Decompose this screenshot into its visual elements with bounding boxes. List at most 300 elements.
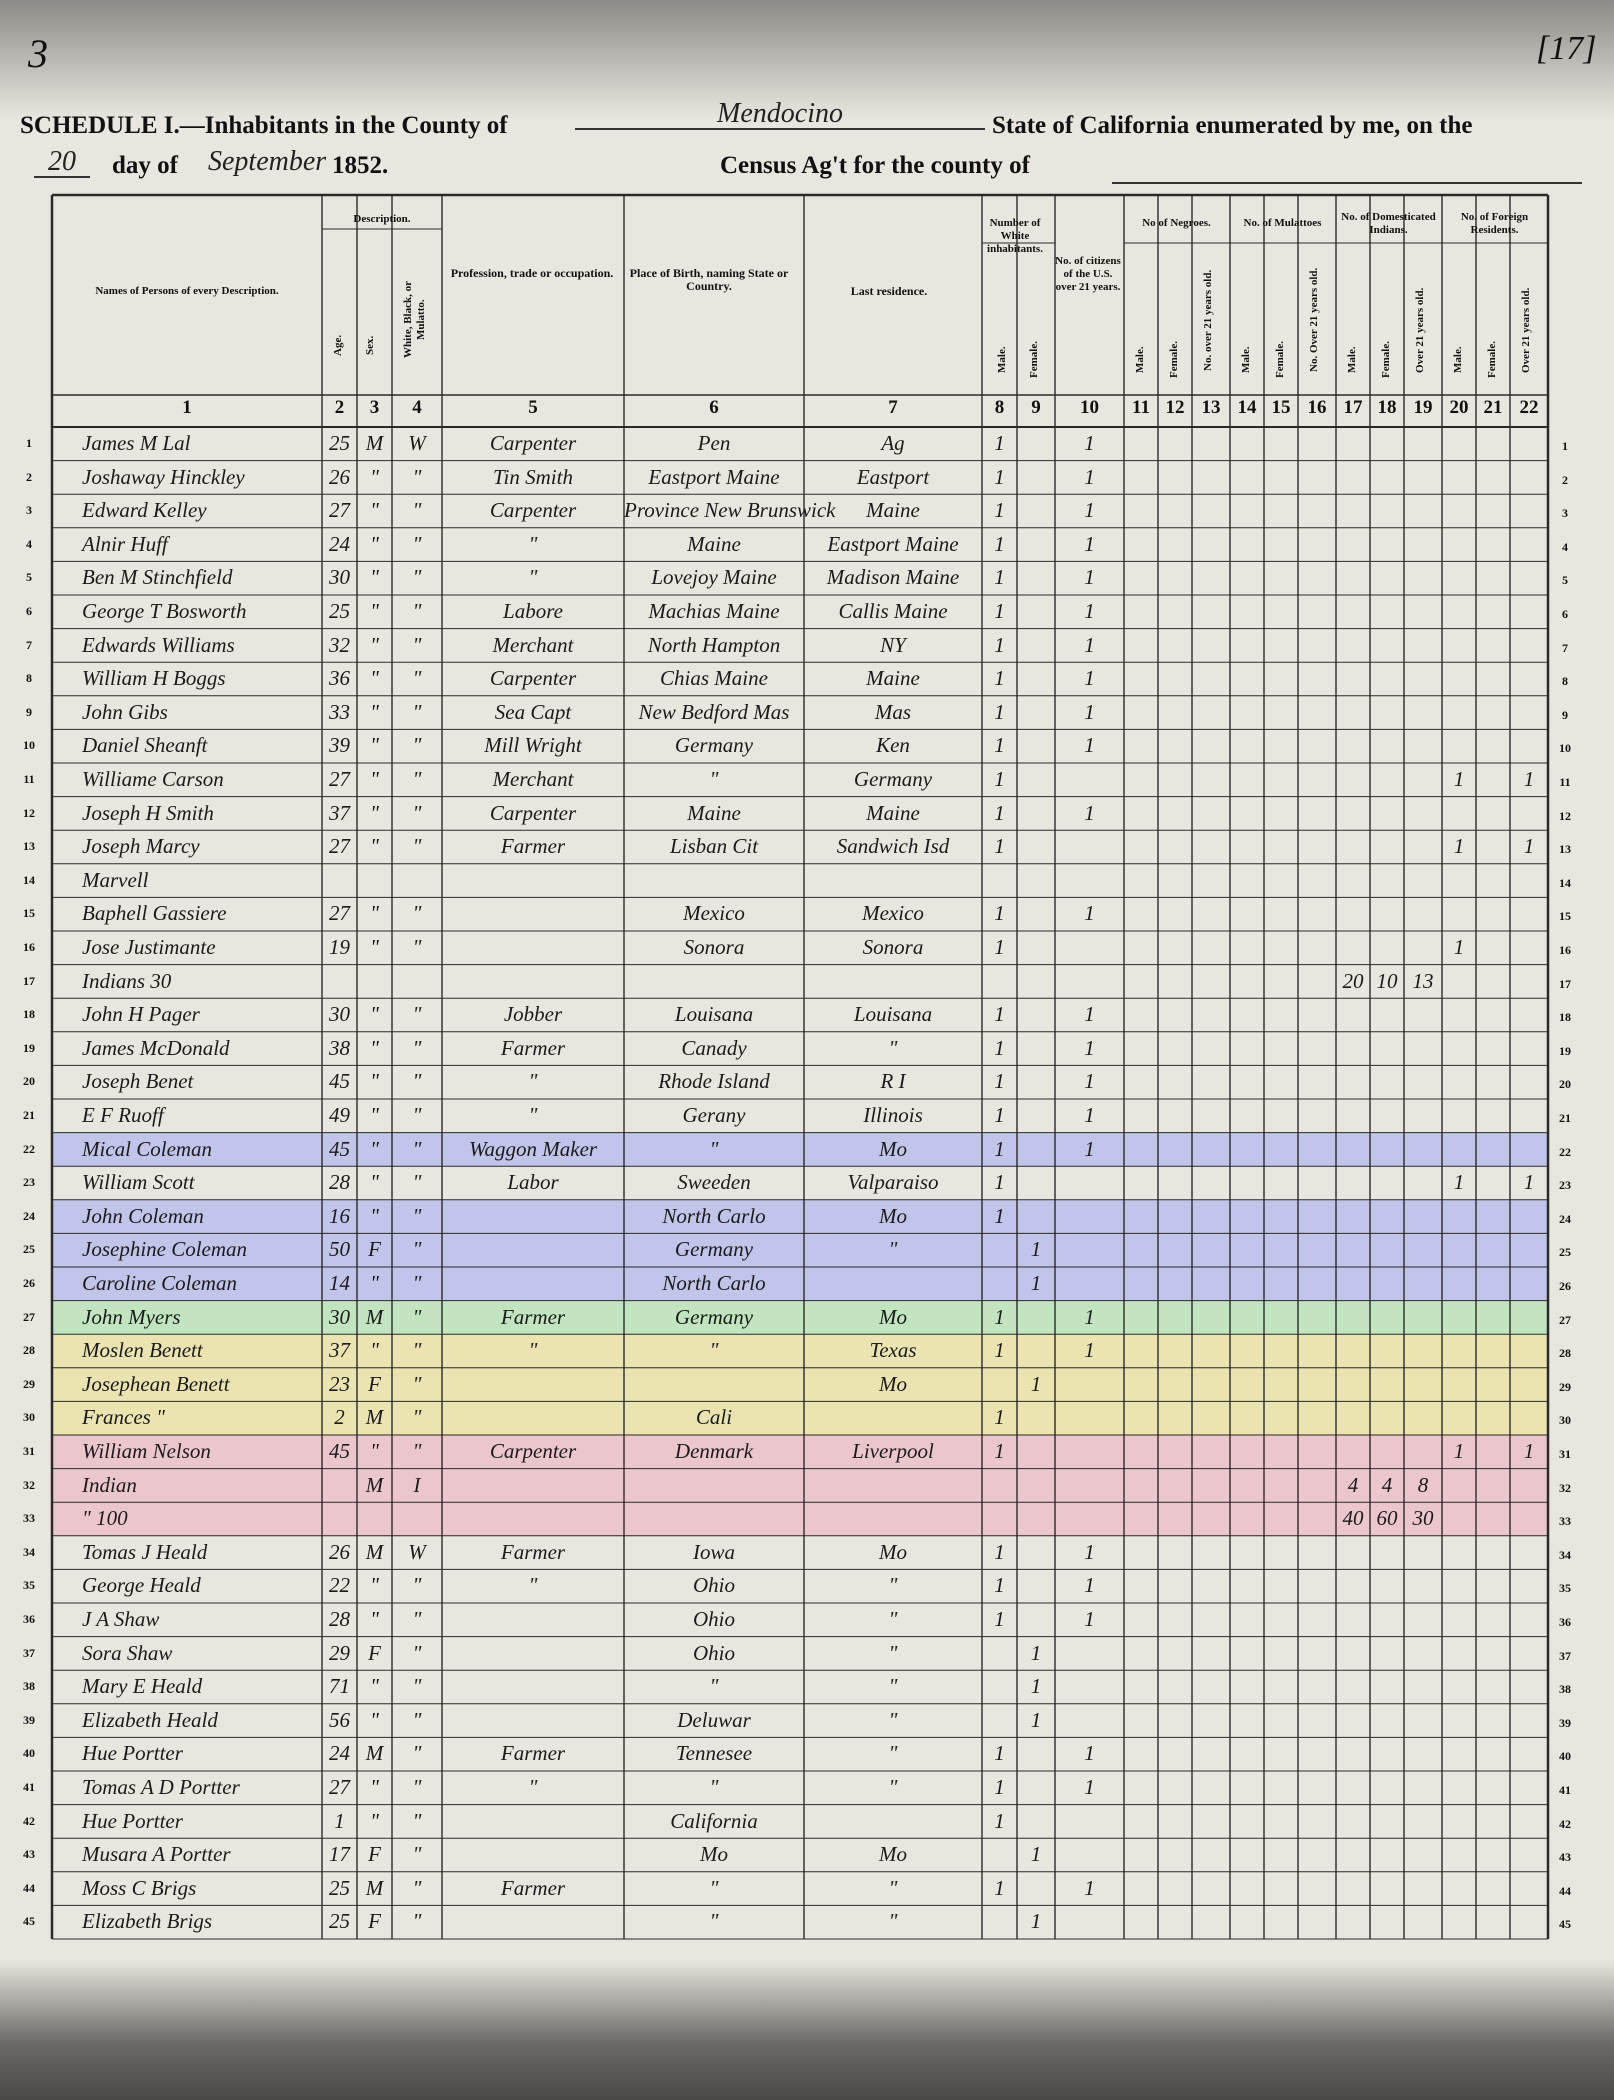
cell-person-name: Edward Kelley — [82, 498, 207, 523]
cell-birthplace: Sweeden — [677, 1170, 751, 1195]
cell-sex: " — [370, 1035, 379, 1060]
cell-person-name: Tomas A D Portter — [82, 1775, 240, 1799]
cell-sex: " — [370, 1808, 379, 1833]
cell-occupation: Merchant — [492, 632, 574, 657]
cell-last-residence: Valparaiso — [847, 1170, 939, 1195]
cell-white-male-count: 1 — [994, 901, 1005, 926]
cell-occupation: Farmer — [500, 1035, 566, 1060]
col-head-female-negro: Female. — [1168, 341, 1180, 379]
cell-last-residence: " — [888, 1707, 898, 1732]
cell-sex: F — [368, 1371, 381, 1396]
cell-white-male-count: 1 — [994, 1338, 1005, 1363]
cell-birthplace: Germany — [674, 1237, 754, 1262]
cell-sex: " — [370, 464, 379, 489]
cell-birthplace: " — [709, 1775, 719, 1799]
cell-sex: M — [365, 431, 384, 455]
cell-citizen-count: 1 — [1084, 733, 1095, 758]
row-number-right: 29 — [1559, 1379, 1571, 1394]
cell-last-residence: " — [888, 1237, 898, 1262]
row-number-left: 39 — [23, 1712, 35, 1727]
cell-last-residence: Ag — [881, 431, 905, 455]
column-number: 8 — [994, 397, 1005, 418]
col-head-male-foreign: Male. — [1452, 346, 1464, 374]
schedule-header-line-1 — [20, 98, 1590, 148]
row-number-left: 37 — [23, 1645, 35, 1660]
cell-person-name: Tomas J Heald — [82, 1539, 208, 1564]
cell-person-name: Marvell — [82, 867, 149, 892]
cell-person-name: John Coleman — [82, 1203, 204, 1228]
cell-citizen-count: 1 — [1084, 1136, 1095, 1161]
cell-white-male-count: 1 — [994, 1035, 1005, 1060]
cell-occupation: " — [528, 1069, 538, 1094]
cell-birthplace: California — [670, 1808, 758, 1833]
county-name: Mendocino — [575, 98, 985, 130]
cell-white-male-count: 1 — [994, 834, 1005, 859]
cell-age: 2 — [334, 1405, 345, 1430]
cell-birthplace: Lisban Cit — [669, 834, 759, 859]
cell-white-male-count: 1 — [994, 1808, 1005, 1833]
cell-person-name: Sora Shaw — [82, 1640, 173, 1665]
row-number-left: 15 — [23, 906, 35, 921]
cell-color: W — [408, 1539, 426, 1564]
cell-white-female-count: 1 — [1030, 1371, 1042, 1396]
cell-age: 24 — [329, 1741, 350, 1766]
cell-last-residence: Liverpool — [852, 1439, 934, 1463]
cell-color: " — [412, 1103, 422, 1127]
cell-occupation: " — [528, 1775, 538, 1799]
cell-age: 36 — [329, 666, 350, 691]
cell-color: " — [412, 767, 422, 791]
cell-occupation: " — [528, 1573, 538, 1598]
row-number-left: 5 — [26, 570, 32, 585]
row-number-right: 18 — [1559, 1010, 1571, 1025]
cell-foreign-over21-count: 1 — [1523, 1439, 1535, 1463]
cell-sex: " — [370, 666, 379, 691]
cell-color: " — [412, 1338, 422, 1363]
cell-white-male-count: 1 — [994, 767, 1005, 791]
cell-color: " — [412, 834, 422, 859]
cell-sex: " — [370, 1674, 379, 1699]
cell-color: W — [408, 431, 426, 455]
cell-person-name: J A Shaw — [82, 1607, 160, 1631]
row-number-right: 10 — [1559, 741, 1571, 756]
cell-occupation: Farmer — [500, 1875, 566, 1900]
row-number-right: 7 — [1562, 640, 1568, 655]
cell-birthplace: Chias Maine — [660, 666, 768, 691]
row-number-left: 7 — [26, 637, 32, 652]
cell-age: 25 — [329, 1909, 350, 1934]
cell-foreign-over21-count: 1 — [1523, 834, 1535, 859]
cell-person-name: Elizabeth Heald — [82, 1707, 218, 1732]
row-number-right: 38 — [1559, 1682, 1571, 1697]
column-number: 6 — [709, 397, 719, 418]
cell-white-male-count: 1 — [994, 1002, 1005, 1027]
cell-color: " — [412, 1170, 422, 1195]
cell-occupation: Merchant — [492, 767, 574, 791]
cell-sex: " — [370, 1271, 379, 1295]
row-number-right: 26 — [1559, 1279, 1571, 1293]
row-number-left: 8 — [26, 671, 32, 686]
cell-age: 30 — [329, 1304, 350, 1329]
cell-age: 71 — [329, 1674, 350, 1699]
cell-age: 17 — [329, 1842, 350, 1867]
cell-foreign-male-count: 1 — [1453, 1170, 1465, 1195]
cell-birthplace: Germany — [674, 733, 754, 758]
cell-sex: " — [370, 800, 379, 825]
census-agent-blank — [1112, 152, 1582, 184]
cell-person-name: Alnir Huff — [82, 531, 168, 556]
column-number: 12 — [1165, 397, 1185, 418]
column-number: 4 — [412, 397, 422, 418]
cell-age: 37 — [329, 800, 350, 825]
cell-sex: " — [370, 531, 379, 556]
cell-person-name: Musara A Portter — [82, 1842, 231, 1867]
cell-color: " — [412, 1775, 422, 1799]
cell-person-name: Hue Portter — [82, 1741, 183, 1766]
cell-birthplace: Mexico — [683, 901, 745, 926]
col-head-age: Age. — [332, 334, 344, 356]
cell-last-residence: Maine — [866, 498, 920, 523]
cell-age: 50 — [329, 1237, 350, 1262]
column-number: 13 — [1201, 397, 1221, 418]
row-number-left: 11 — [23, 772, 35, 786]
cell-person-name: Moslen Benett — [82, 1338, 203, 1363]
cell-occupation: Carpenter — [489, 498, 577, 523]
row-number-left: 9 — [26, 704, 32, 719]
cell-white-male-count: 1 — [994, 666, 1005, 691]
cell-indian-female-count: 60 — [1376, 1506, 1398, 1531]
row-number-left: 19 — [23, 1040, 35, 1055]
cell-foreign-male-count: 1 — [1453, 935, 1465, 959]
row-number-right: 16 — [1559, 943, 1571, 957]
cell-citizen-count: 1 — [1084, 901, 1095, 926]
cell-occupation: Carpenter — [489, 1439, 577, 1463]
row-number-left: 4 — [26, 536, 32, 551]
cell-indian-male-count: 40 — [1342, 1506, 1364, 1531]
col-head-female-indian: Female. — [1380, 341, 1392, 379]
cell-last-residence: Germany — [853, 767, 933, 791]
cell-citizen-count: 1 — [1084, 1002, 1095, 1027]
cell-occupation: " — [528, 1338, 538, 1363]
row-number-left: 18 — [23, 1007, 35, 1022]
cell-color: I — [413, 1472, 421, 1497]
cell-sex: M — [365, 1472, 384, 1497]
cell-sex: " — [370, 1203, 379, 1228]
cell-white-male-count: 1 — [994, 1741, 1005, 1766]
cell-birthplace: Canady — [681, 1035, 747, 1060]
cell-person-name: William H Boggs — [82, 666, 226, 691]
cell-citizen-count: 1 — [1084, 531, 1095, 556]
cell-white-male-count: 1 — [994, 733, 1005, 758]
cell-occupation: Labor — [507, 1170, 559, 1195]
cell-sex: " — [370, 1136, 379, 1161]
cell-color: " — [412, 1842, 422, 1867]
cell-last-residence: " — [888, 1640, 898, 1665]
cell-last-residence: Mas — [874, 699, 912, 724]
row-number-left: 43 — [23, 1847, 35, 1862]
cell-white-male-count: 1 — [994, 1170, 1005, 1195]
row-number-left: 2 — [26, 469, 32, 484]
cell-sex: " — [370, 935, 379, 959]
col-head-white-inhabitants: Number of White inhabitants. — [987, 217, 1043, 255]
cell-person-name: Joseph H Smith — [82, 800, 214, 825]
cell-color: " — [412, 1707, 422, 1732]
cell-indian-over21-count: 13 — [1412, 968, 1434, 993]
cell-citizen-count: 1 — [1084, 1103, 1095, 1127]
col-head-male-negro: Male. — [1134, 346, 1146, 374]
cell-person-name: Caroline Coleman — [82, 1271, 237, 1295]
row-number-left: 25 — [23, 1242, 35, 1257]
row-number-right: 9 — [1562, 707, 1568, 722]
cell-color: " — [412, 531, 422, 556]
column-number: 11 — [1132, 397, 1150, 418]
cell-white-male-count: 1 — [994, 565, 1005, 590]
row-number-left: 27 — [23, 1309, 35, 1324]
row-number-right: 22 — [1559, 1144, 1571, 1159]
cell-person-name: John Gibs — [82, 699, 168, 724]
census-table — [23, 195, 1571, 1970]
cell-occupation: Jobber — [503, 1002, 563, 1027]
cell-age: 24 — [329, 531, 350, 556]
col-head-profession: Profession, trade or occupation. — [450, 266, 614, 280]
row-number-left: 12 — [23, 805, 35, 820]
cell-occupation: Sea Capt — [494, 699, 572, 724]
row-number-left: 1 — [26, 436, 32, 450]
row-number-right: 2 — [1562, 472, 1568, 487]
col-head-birthplace: Place of Birth, naming State or Country. — [629, 266, 789, 293]
col-head-male-white: Male. — [996, 346, 1008, 374]
cell-person-name: Jose Justimante — [82, 935, 216, 959]
col-head-female-mulatto: Female. — [1274, 341, 1286, 379]
cell-age: 56 — [329, 1707, 350, 1732]
cell-white-female-count: 1 — [1030, 1271, 1042, 1295]
cell-birthplace: " — [709, 1909, 719, 1934]
column-number: 1 — [182, 397, 192, 418]
row-number-left: 40 — [23, 1746, 35, 1761]
page-corner-number: 3 — [28, 31, 48, 76]
cell-person-name: George Heald — [82, 1573, 201, 1598]
cell-color: " — [412, 1203, 422, 1228]
cell-color: " — [412, 1875, 422, 1900]
cell-citizen-count: 1 — [1084, 1035, 1095, 1060]
cell-age: 1 — [334, 1808, 345, 1833]
column-number: 16 — [1307, 397, 1327, 418]
cell-color: " — [412, 699, 422, 724]
cell-occupation: " — [528, 1103, 538, 1127]
cell-color: " — [412, 800, 422, 825]
cell-last-residence: Mo — [879, 1136, 907, 1161]
row-number-right: 3 — [1562, 506, 1568, 521]
cell-foreign-male-count: 1 — [1453, 767, 1465, 791]
cell-white-male-count: 1 — [994, 531, 1005, 556]
cell-color: " — [412, 1405, 422, 1430]
cell-last-residence: Mo — [879, 1539, 907, 1564]
col-head-over21-mulatto: No. Over 21 years old. — [1308, 267, 1320, 373]
cell-color: " — [412, 1069, 422, 1094]
cell-occupation: " — [528, 565, 538, 590]
cell-age: 45 — [329, 1136, 350, 1161]
row-number-left: 14 — [23, 872, 35, 887]
cell-indian-male-count: 4 — [1347, 1472, 1359, 1497]
row-number-right: 1 — [1562, 439, 1568, 453]
cell-person-name: Hue Portter — [82, 1808, 183, 1833]
row-number-left: 45 — [23, 1914, 35, 1929]
column-number: 10 — [1080, 397, 1099, 418]
cell-last-residence: " — [888, 1607, 898, 1631]
cell-sex: " — [370, 733, 379, 758]
cell-sex: " — [370, 1069, 379, 1094]
col-head-negroes: No of Negroes. — [1142, 217, 1211, 229]
cell-person-name: Josephean Benett — [82, 1371, 230, 1396]
cell-white-male-count: 1 — [994, 1103, 1005, 1127]
column-number: 19 — [1413, 397, 1433, 418]
cell-last-residence: Eastport — [856, 464, 930, 489]
row-number-right: 13 — [1559, 842, 1571, 857]
cell-citizen-count: 1 — [1084, 1069, 1095, 1094]
cell-last-residence: NY — [880, 632, 906, 657]
cell-citizen-count: 1 — [1084, 1741, 1095, 1766]
row-number-right: 30 — [1559, 1413, 1571, 1428]
schedule-title: SCHEDULE I.—Inhabitants in the County of — [20, 112, 508, 139]
cell-last-residence: " — [888, 1035, 898, 1060]
row-number-right: 33 — [1559, 1514, 1571, 1529]
cell-indian-female-count: 4 — [1381, 1472, 1393, 1497]
cell-age: 27 — [329, 834, 350, 859]
cell-sex: " — [370, 767, 379, 791]
cell-color: " — [412, 666, 422, 691]
cell-birthplace: Cali — [695, 1405, 733, 1430]
row-number-left: 36 — [23, 1612, 35, 1626]
cell-person-name: Josephine Coleman — [82, 1237, 248, 1262]
cell-age: 14 — [329, 1271, 350, 1295]
cell-birthplace: Mo — [700, 1842, 728, 1867]
row-number-left: 20 — [23, 1074, 35, 1089]
cell-last-residence: Sandwich Isd — [836, 834, 950, 859]
cell-foreign-male-count: 1 — [1453, 834, 1465, 859]
row-number-right: 23 — [1559, 1178, 1571, 1193]
cell-age: 28 — [329, 1607, 350, 1631]
cell-age: 30 — [329, 1002, 350, 1027]
cell-birthplace: Gerany — [682, 1103, 746, 1127]
cell-birthplace: Maine — [687, 800, 741, 825]
cell-age: 25 — [329, 1875, 350, 1900]
cell-white-female-count: 1 — [1030, 1237, 1042, 1262]
cell-color: " — [412, 1607, 422, 1631]
cell-person-name: James M Lal — [82, 431, 191, 455]
row-number-right: 42 — [1559, 1816, 1571, 1831]
cell-birthplace: Sonora — [683, 935, 745, 959]
row-number-left: 29 — [23, 1376, 35, 1391]
cell-color: " — [412, 1304, 422, 1329]
cell-sex: M — [365, 1405, 384, 1430]
cell-sex: M — [365, 1741, 384, 1766]
cell-occupation: Carpenter — [489, 431, 577, 455]
cell-person-name: John H Pager — [82, 1002, 200, 1027]
cell-birthplace: Eastport Maine — [648, 464, 780, 489]
cell-color: " — [412, 632, 422, 657]
cell-sex: F — [368, 1842, 381, 1867]
cell-person-name: James McDonald — [82, 1035, 230, 1060]
cell-sex: " — [370, 1573, 379, 1598]
cell-white-male-count: 1 — [994, 1607, 1005, 1631]
cell-last-residence: " — [888, 1741, 898, 1766]
state-line: State of California enumerated by me, on the — [992, 112, 1473, 139]
cell-last-residence: " — [888, 1775, 898, 1799]
cell-color: " — [412, 733, 422, 758]
cell-citizen-count: 1 — [1084, 565, 1095, 590]
cell-citizen-count: 1 — [1084, 1338, 1095, 1363]
cell-last-residence: Louisana — [853, 1002, 933, 1027]
cell-birthplace: Maine — [687, 531, 741, 556]
row-number-left: 10 — [23, 738, 35, 753]
census-agent-label: Census Ag't for the county of — [720, 152, 1030, 179]
enumeration-year: 1852. — [332, 152, 389, 179]
row-number-right: 8 — [1562, 674, 1568, 689]
cell-citizen-count: 1 — [1084, 1775, 1095, 1799]
col-head-color: White, Black, or Mulatto. — [402, 281, 427, 359]
cell-citizen-count: 1 — [1084, 599, 1095, 623]
row-number-left: 16 — [23, 940, 35, 954]
cell-age: 27 — [329, 498, 350, 523]
col-head-female-white: Female. — [1028, 341, 1040, 379]
cell-person-name: Indians 30 — [82, 968, 172, 993]
row-number-right: 37 — [1559, 1648, 1571, 1663]
cell-occupation: Farmer — [500, 1304, 566, 1329]
row-number-left: 13 — [23, 839, 35, 854]
cell-citizen-count: 1 — [1084, 1573, 1095, 1598]
cell-color: " — [412, 1136, 422, 1161]
cell-indian-male-count: 20 — [1342, 968, 1364, 993]
cell-occupation: Waggon Maker — [468, 1136, 598, 1161]
cell-citizen-count: 1 — [1084, 699, 1095, 724]
column-number: 20 — [1449, 397, 1469, 418]
cell-age: 49 — [329, 1103, 350, 1127]
cell-sex: " — [370, 1002, 379, 1027]
cell-last-residence: Eastport Maine — [827, 531, 959, 556]
row-number-left: 26 — [23, 1276, 35, 1290]
col-head-over21-negro: No. over 21 years old. — [1202, 269, 1214, 371]
cell-white-male-count: 1 — [994, 1539, 1005, 1564]
row-number-right: 27 — [1559, 1312, 1571, 1327]
cell-color: " — [412, 1674, 422, 1699]
cell-person-name: Edwards Williams — [82, 632, 235, 657]
cell-age: 29 — [329, 1640, 350, 1665]
row-number-right: 20 — [1559, 1077, 1571, 1092]
cell-sex: " — [370, 565, 379, 590]
cell-birthplace: North Carlo — [662, 1271, 766, 1295]
cell-person-name: Joseph Marcy — [82, 834, 200, 859]
cell-white-female-count: 1 — [1030, 1707, 1042, 1732]
cell-birthplace: Rhode Island — [658, 1069, 770, 1094]
cell-occupation: Farmer — [500, 1741, 566, 1766]
cell-sex: F — [368, 1237, 381, 1262]
cell-age: 32 — [329, 632, 350, 657]
cell-last-residence: " — [888, 1573, 898, 1598]
cell-person-name: Joseph Benet — [82, 1069, 194, 1094]
cell-birthplace: Iowa — [693, 1539, 735, 1564]
cell-citizen-count: 1 — [1084, 1304, 1095, 1329]
col-head-female-foreign: Female. — [1486, 341, 1498, 379]
cell-color: " — [412, 1237, 422, 1262]
cell-white-male-count: 1 — [994, 498, 1005, 523]
day-of-label: day of — [112, 152, 178, 179]
cell-citizen-count: 1 — [1084, 800, 1095, 825]
cell-last-residence: Illinois — [863, 1103, 923, 1127]
cell-age: 25 — [329, 599, 350, 623]
cell-color: " — [412, 1371, 422, 1396]
cell-white-male-count: 1 — [994, 632, 1005, 657]
cell-foreign-over21-count: 1 — [1523, 767, 1535, 791]
